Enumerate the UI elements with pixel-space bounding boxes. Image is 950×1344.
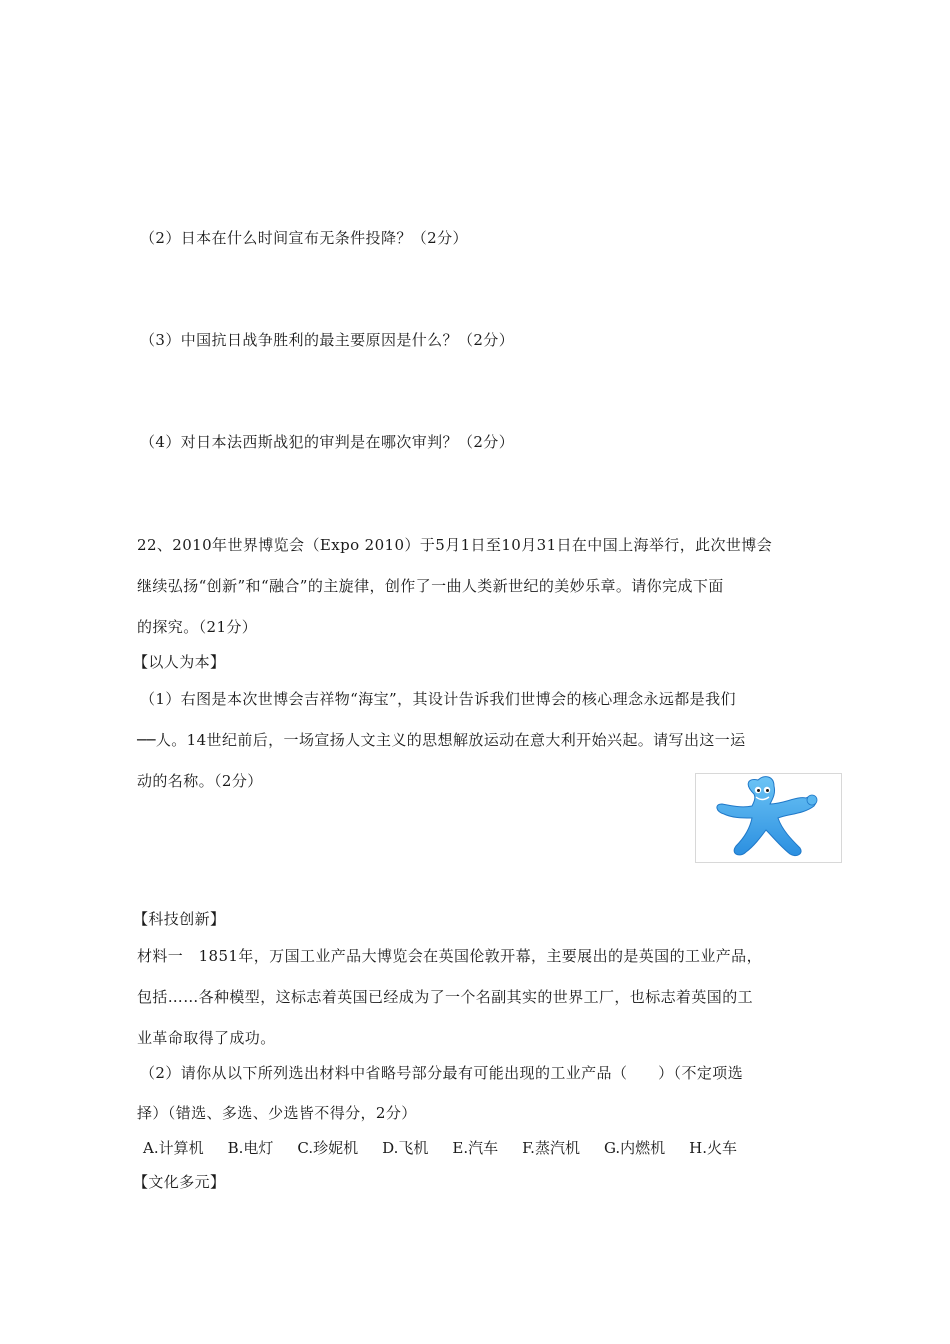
section2-question-line-2: 择）（错选、多选、少选皆不得分，2分） — [137, 1104, 417, 1122]
option-h: H.火车 — [689, 1139, 738, 1157]
section1-line-2: ──人。14世纪前后，一场宣扬人文主义的思想解放运动在意大利开始兴起。请写出这一运 — [137, 731, 746, 749]
answer-options — [143, 1138, 761, 1158]
question-21-3: （3）中国抗日战争胜利的最主要原因是什么？（2分） — [140, 331, 515, 349]
option-f: F.蒸汽机 — [522, 1139, 580, 1157]
section-heading-people: 【以人为本】 — [133, 653, 226, 671]
haibao-mascot-image — [695, 773, 842, 863]
q22-intro-line-1: 22、2010年世界博览会（Expo 2010）于5月1日至10月31日在中国上海举行，此次世博会 — [137, 536, 773, 554]
section-heading-culture: 【文化多元】 — [133, 1173, 226, 1191]
option-g: G.内燃机 — [603, 1139, 666, 1157]
q22-intro-line-3: 的探究。（21分） — [137, 618, 258, 636]
question-21-4: （4）对日本法西斯战犯的审判是在哪次审判？（2分） — [140, 433, 515, 451]
section-heading-tech: 【科技创新】 — [133, 910, 226, 928]
option-a: A.计算机 — [143, 1139, 204, 1157]
option-e: E.汽车 — [452, 1139, 499, 1157]
option-d: D.飞机 — [382, 1139, 429, 1157]
option-b: B.电灯 — [227, 1139, 274, 1157]
material-1-line-2: 包括……各种模型，这标志着英国已经成为了一个名副其实的世界工厂，也标志着英国的工 — [137, 988, 754, 1006]
question-21-2: （2）日本在什么时间宣布无条件投降？（2分） — [140, 229, 468, 247]
section2-question-line-1: （2）请你从以下所列选出材料中省略号部分最有可能出现的工业产品（ ）（不定项选 — [140, 1064, 744, 1082]
section1-line-3: 动的名称。（2分） — [137, 772, 263, 790]
option-c: C.珍妮机 — [297, 1139, 359, 1157]
material-1-line-3: 业革命取得了成功。 — [137, 1029, 276, 1047]
q22-intro-line-2: 继续弘扬“创新”和“融合”的主旋律，创作了一曲人类新世纪的美妙乐章。请你完成下面 — [137, 577, 724, 595]
material-1-line-1: 材料一 1851年，万国工业产品大博览会在英国伦敦开幕，主要展出的是英国的工业产品， — [137, 947, 762, 965]
section1-line-1: （1）右图是本次世博会吉祥物“海宝”，其设计告诉我们世博会的核心理念永远都是我们 — [140, 690, 736, 708]
haibao-mascot-icon — [696, 774, 841, 862]
